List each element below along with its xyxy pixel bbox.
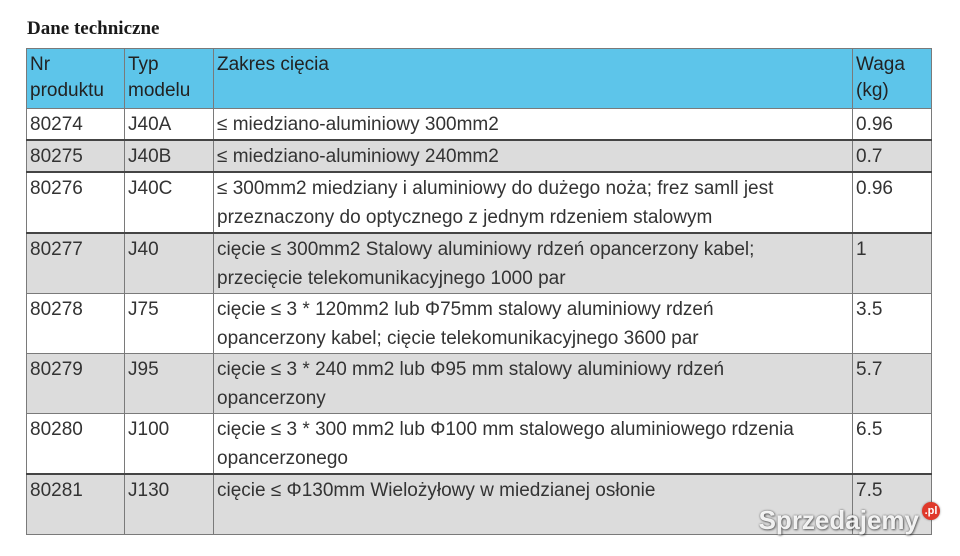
cell-zakres-line: cięcie ≤ 3 * 120mm2 lub Φ75mm stalowy aluminiowy rdzeń <box>217 299 714 320</box>
column-header-line: (kg) <box>856 80 889 101</box>
cell-zakres-line: cięcie ≤ 3 * 300 mm2 lub Φ100 mm stalowego aluminiowego rdzenia <box>217 419 794 440</box>
cell-nr: 80278 <box>27 294 125 354</box>
cell-typ: J95 <box>125 354 214 414</box>
cell-typ: J40 <box>125 233 214 294</box>
column-header-zakres <box>214 49 853 109</box>
cell-zakres-line: cięcie ≤ Φ130mm Wielożyłowy w miedzianej osłonie <box>217 480 656 501</box>
cell-zakres <box>214 172 853 233</box>
site-watermark <box>759 505 940 536</box>
table-row <box>27 140 932 172</box>
cell-nr: 80279 <box>27 354 125 414</box>
pl-badge-icon <box>922 502 940 520</box>
cell-zakres-line: ≤ 300mm2 miedziany i aluminiowy do dużego noża; frez samll jest <box>217 178 774 199</box>
header-row <box>27 49 932 109</box>
cell-typ: J40C <box>125 172 214 233</box>
cell-zakres-line: cięcie ≤ 300mm2 Stalowy aluminiowy rdzeń opancerzony kabel; <box>217 239 755 260</box>
cell-waga: 1 <box>853 233 932 294</box>
spec-table <box>26 48 932 535</box>
watermark-text: Sprzedajemy <box>758 505 919 535</box>
table-body <box>27 109 932 535</box>
cell-zakres-line: ≤ miedziano-aluminiowy 240mm2 <box>217 146 499 167</box>
cell-zakres <box>214 474 853 534</box>
cell-waga: 5.7 <box>853 354 932 414</box>
cell-zakres-line: ≤ miedziano-aluminiowy 300mm2 <box>217 114 499 135</box>
column-header-line: Nr <box>30 54 51 75</box>
cell-typ: J100 <box>125 414 214 475</box>
cell-waga: 0.96 <box>853 109 932 141</box>
cell-typ: J40A <box>125 109 214 141</box>
table-header <box>27 49 932 109</box>
cell-waga: 3.5 <box>853 294 932 354</box>
cell-typ: J40B <box>125 140 214 172</box>
column-header-waga <box>853 49 932 109</box>
column-header-line: produktu <box>30 80 104 101</box>
table-row <box>27 414 932 475</box>
cell-zakres-line: przeznaczony do optycznego z jednym rdzeniem stalowym <box>217 207 713 228</box>
cell-nr: 80274 <box>27 109 125 141</box>
cell-zakres <box>214 140 853 172</box>
column-header-line: Typ <box>128 54 159 75</box>
cell-nr: 80275 <box>27 140 125 172</box>
column-header-nr <box>27 49 125 109</box>
cell-zakres <box>214 354 853 414</box>
cell-zakres <box>214 109 853 141</box>
cell-typ: J130 <box>125 474 214 534</box>
cell-zakres-line: opancerzony <box>217 388 326 409</box>
cell-nr: 80281 <box>27 474 125 534</box>
table-row <box>27 109 932 141</box>
cell-zakres <box>214 233 853 294</box>
table-row <box>27 233 932 294</box>
table-row <box>27 172 932 233</box>
cell-zakres-line: cięcie ≤ 3 * 240 mm2 lub Φ95 mm stalowy aluminiowy rdzeń <box>217 359 725 380</box>
table-row <box>27 294 932 354</box>
badge-label: .pl <box>924 504 938 517</box>
column-header-typ <box>125 49 214 109</box>
cell-nr: 80276 <box>27 172 125 233</box>
column-header-line: Waga <box>856 54 905 75</box>
cell-waga: 0.7 <box>853 140 932 172</box>
cell-zakres-line: opancerzony kabel; cięcie telekomunikacyjnego 3600 par <box>217 328 699 349</box>
cell-waga: 6.5 <box>853 414 932 475</box>
cell-waga: 7.5 <box>853 474 932 534</box>
cell-zakres-line: opancerzonego <box>217 448 348 469</box>
cell-nr: 80277 <box>27 233 125 294</box>
table-row <box>27 354 932 414</box>
column-header-line: Zakres cięcia <box>217 54 329 75</box>
cell-zakres <box>214 294 853 354</box>
section-title: Dane techniczne <box>27 18 160 39</box>
cell-zakres <box>214 414 853 475</box>
cell-zakres-line: przecięcie telekomunikacyjnego 1000 par <box>217 268 566 289</box>
cell-typ: J75 <box>125 294 214 354</box>
cell-waga: 0.96 <box>853 172 932 233</box>
cell-nr: 80280 <box>27 414 125 475</box>
column-header-line: modelu <box>128 80 191 101</box>
